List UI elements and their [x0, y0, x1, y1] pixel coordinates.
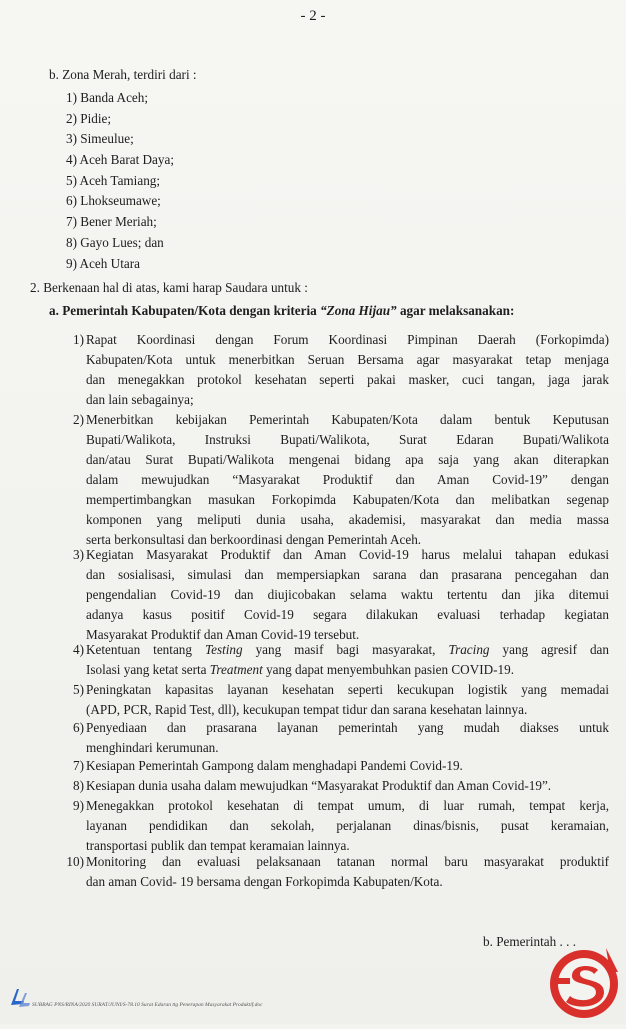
item-line: komponen yang meliputi dunia usaha, akademisi, masyarakat dan media massa — [86, 512, 609, 527]
item-number: 9) — [73, 798, 84, 813]
zona-merah-list — [66, 88, 174, 274]
item-line: Menegakkan protokol kesehatan di tempat umum, di luar rumah, tempat kerja, — [86, 798, 609, 813]
item-number: 3) — [73, 547, 84, 562]
item-line: Monitoring dan evaluasi pelaksanaan tatanan normal baru masyarakat produktif — [86, 854, 609, 869]
item-line: Penyediaan dan prasarana layanan pemerintah yang mudah diakses untuk — [86, 720, 609, 735]
item-line: dan aman Covid- 19 bersama dengan Forkopimda Kabupaten/Kota. — [86, 874, 443, 889]
sub-a-zona-hijau: “Zona Hijau” — [320, 303, 397, 318]
item-line — [86, 660, 609, 680]
list-item: 7) Bener Meriah; — [66, 214, 157, 230]
item-text-italic: Treatment — [209, 662, 263, 677]
item-line: dan sosialisasi, simulasi dan mempersiapkan sarana dan prasarana pencegahan dan — [86, 567, 609, 582]
item-number: 8) — [73, 778, 84, 793]
item-line — [86, 640, 609, 660]
continuation-text: b. Pemerintah . . . — [483, 934, 577, 949]
item-number: 6) — [73, 720, 84, 735]
item-text-italic: Testing — [204, 642, 243, 657]
item-line: Menerbitkan kebijakan Pemerintah Kabupaten/Kota dalam bentuk Keputusan — [86, 412, 609, 427]
item-line: serta berkonsultasi dan berkoordinasi dengan Pemerintah Aceh. — [86, 532, 422, 547]
zona-merah-heading: b. Zona Merah, terdiri dari : — [49, 67, 197, 82]
item-line: dalam mewujudkan “Masyarakat Produktif dan Aman Covid-19” dengan — [86, 472, 609, 487]
item-line: Masyarakat Produktif dan Aman Covid-19 tersebut. — [86, 627, 360, 642]
item-line: Peningkatan kapasitas layanan kesehatan seperti kecukupan logistik yang memadai — [86, 682, 609, 697]
item-text-italic: Tracing — [448, 642, 490, 657]
sub-a-text-end: agar melaksanakan: — [396, 303, 515, 318]
item-number: 1) — [73, 332, 84, 347]
item-number: 5) — [73, 682, 84, 697]
item-line: transportasi publik dan tempat keramaian lainnya. — [86, 838, 350, 853]
list-item: 6) Lhokseumawe; — [66, 193, 161, 209]
page-number: - 2 - — [300, 8, 326, 24]
item-line: pengendalian Covid-19 dan diujicobakan selama waktu tertentu dan jika ditemui — [86, 587, 609, 602]
item-line: dan/atau Surat Bupati/Walikota mengenai bidang apa saja yang akan diterapkan — [86, 452, 609, 467]
item-line: Kesiapan Pemerintah Gampong dalam menghadapi Pandemi Covid-19. — [86, 758, 463, 773]
section-2-heading: 2. Berkenaan hal di atas, kami harap Saudara untuk : — [30, 280, 308, 295]
item-line: (APD, PCR, Rapid Test, dll), kecukupan tempat tidur dan sarana kesehatan lainnya. — [86, 702, 528, 717]
item-text: Ketentuan tentang — [86, 642, 205, 657]
item-number: 2) — [73, 412, 84, 427]
item-line: Rapat Koordinasi dengan Forum Koordinasi Pimpinan Daerah (Forkopimda) — [86, 332, 609, 347]
red-circle-logo-icon — [536, 934, 626, 1024]
item-line: layanan pendidikan dan sekolah, perjalanan dinas/bisnis, pusat keramaian, — [86, 818, 609, 833]
item-line: dan menegakkan protokol kesehatan seperti pakai masker, cuci tangan, jaga jarak — [86, 372, 609, 387]
item-line: Kabupaten/Kota untuk menerbitkan Seruan Bersama agar masyarakat tetap menjaga — [86, 352, 609, 367]
item-line: mempertimbangkan masukan Forkopimda Kabupaten/Kota dan melibatkan segenap — [86, 492, 609, 507]
item-line: Kegiatan Masyarakat Produktif dan Aman Covid-19 harus melalui tahapan edukasi — [86, 547, 609, 562]
list-item: 8) Gayo Lues; dan — [66, 234, 164, 250]
item-text: yang masif bagi masyarakat, — [242, 642, 449, 657]
list-item: 2) Pidie; — [66, 110, 112, 126]
list-item: 5) Aceh Tamiang; — [66, 172, 161, 188]
item-text: yang dapat menyembuhkan pasien COVID-19. — [262, 662, 515, 677]
item-number: 7) — [73, 758, 84, 773]
item-text: yang agresif dan — [489, 642, 609, 657]
item-text: Isolasi yang ketat serta — [86, 662, 210, 677]
footer-file-path: SUBBAG PNS/RINA/2020 SURAT/JUNI/S-78.10 Surat Edaran ttg Penerapan Masyarakat Produktif.doc — [32, 1002, 263, 1008]
item-line: dan lain sebagainya; — [86, 392, 194, 407]
list-item: 3) Simeulue; — [66, 131, 134, 147]
sub-a-heading — [49, 302, 514, 319]
list-item: 4) Aceh Barat Daya; — [66, 152, 175, 168]
item-number: 4) — [73, 642, 84, 657]
sub-a-text: a. Pemerintah Kabupaten/Kota dengan kriteria — [49, 303, 321, 318]
item-line: adanya kasus positif Covid-19 segara dilakukan evaluasi terhadap kegiatan — [86, 607, 609, 622]
item-line: Kesiapan dunia usaha dalam mewujudkan “Masyarakat Produktif dan Aman Covid-19”. — [86, 778, 552, 793]
list-item: 9) Aceh Utara — [66, 255, 140, 271]
item-number: 10) — [66, 854, 84, 869]
item-line: Bupati/Walikota, Instruksi Bupati/Walikota, Surat Edaran Bupati/Walikota — [86, 432, 609, 447]
list-item: 1) Banda Aceh; — [66, 90, 149, 105]
document-logo-icon — [8, 985, 34, 1011]
item-line: menghindari kerumunan. — [86, 740, 219, 755]
